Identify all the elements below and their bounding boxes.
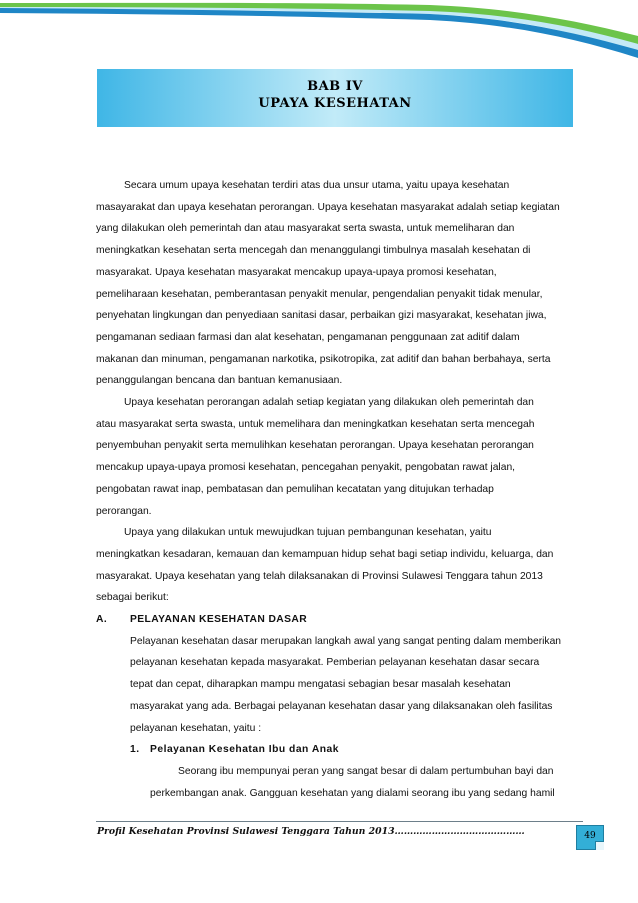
text-line: penyembuhan penyakit serta memulihkan kesehatan perorangan. Upaya kesehatan perorangan xyxy=(96,440,534,452)
chapter-banner xyxy=(97,69,573,127)
body-text xyxy=(96,175,576,804)
subsection-marker: 1. xyxy=(130,744,140,756)
paragraph-tujuan xyxy=(96,522,576,609)
text-line: meningkatkan kesehatan serta mencegah dan menanggulangi timbulnya masalah kesehatan di xyxy=(96,245,531,257)
text-line: masyarakat. Upaya kesehatan yang telah dilaksanakan di Provinsi Sulawesi Tenggara tahun 2013 xyxy=(96,570,543,582)
text-line: perorangan. xyxy=(96,505,152,517)
page-number: 49 xyxy=(584,831,596,841)
page-number-box xyxy=(576,825,604,850)
text-line: sebagai berikut: xyxy=(96,592,169,604)
section-a-paragraph xyxy=(96,631,576,740)
section-heading-a xyxy=(96,609,576,631)
text-line: penanggulangan bencana dan bantuan kemanusiaan. xyxy=(96,375,343,387)
text-line: pengamanan sediaan farmasi dan alat kesehatan, pengamanan penggunaan zat aditif dalam xyxy=(96,331,520,343)
text-line: Upaya kesehatan perorangan adalah setiap kegiatan yang dilakukan oleh pemerintah dan xyxy=(124,397,534,409)
text-line: masyarakat yang ada. Berbagai pelayanan kesehatan dasar yang dilaksanakan oleh fasilitas xyxy=(130,700,553,712)
paragraph-perorangan xyxy=(96,392,576,522)
text-line: yang dilakukan oleh pemerintah dan atau masyarakat serta swasta, untuk memeliharan dan xyxy=(96,223,515,235)
chapter-number: BAB IV xyxy=(307,79,363,94)
text-line: makanan dan minuman, pengamanan narkotika, psikotropika, zat aditif dan bahan berbahaya, serta xyxy=(96,353,551,365)
paragraph-intro xyxy=(96,175,576,392)
section-marker: A. xyxy=(96,614,108,626)
text-line: tepat dan cepat, diharapkan mampu mengatasi sebagian besar masalah kesehatan xyxy=(130,679,511,691)
text-line: Secara umum upaya kesehatan terdiri atas dua unsur utama, yaitu upaya kesehatan xyxy=(124,180,510,191)
text-line: masayarakat dan upaya kesehatan perorangan. Upaya kesehatan masyarakat adalah setiap kegiatan xyxy=(96,201,560,213)
text-line: perkembangan anak. Gangguan kesehatan yang dialami seorang ibu yang sedang hamil xyxy=(150,787,555,799)
text-line: masyarakat. Upaya kesehatan masyarakat mencakup upaya-upaya promosi kesehatan, xyxy=(96,266,497,278)
text-line: pemeliharaan kesehatan, pemberantasan penyakit menular, pengendalian penyakit tidak menular, xyxy=(96,288,543,300)
text-line: Upaya yang dilakukan untuk mewujudkan tujuan pembangunan kesehatan, yaitu xyxy=(124,527,492,539)
subsection-1-paragraph xyxy=(96,761,576,804)
text-line: pelayanan kesehatan, yaitu : xyxy=(130,722,262,734)
page-corner-fold xyxy=(595,841,604,850)
header-swoosh-decoration xyxy=(0,0,638,70)
text-line: pelayanan kesehatan kepada masyarakat. Pemberian pelayanan kesehatan dasar secara xyxy=(130,657,540,669)
subsection-title: Pelayanan Kesehatan Ibu dan Anak xyxy=(150,744,340,756)
text-line: atau masyarakat serta swasta, untuk memelihara dan meningkatkan kesehatan serta mencegah xyxy=(96,418,535,430)
footer-title: Profil Kesehatan Provinsi Sulawesi Tenggara Tahun 2013…………………………………… xyxy=(97,826,525,837)
text-line: Pelayanan kesehatan dasar merupakan langkah awal yang sangat penting dalam memberikan xyxy=(130,635,562,647)
chapter-title: UPAYA KESEHATAN xyxy=(258,96,412,111)
section-title: PELAYANAN KESEHATAN DASAR xyxy=(130,614,308,626)
text-line: mencakup upaya-upaya promosi kesehatan, pencegahan penyakit, pengobatan rawat jalan, xyxy=(96,462,516,474)
subsection-heading-1 xyxy=(96,739,576,761)
text-line: Seorang ibu mempunyai peran yang sangat besar di dalam pertumbuhan bayi dan xyxy=(178,765,554,777)
text-line: pengobatan rawat inap, pembatasan dan pemulihan kecatatan yang ditujukan terhadap xyxy=(96,483,494,495)
text-line: meningkatkan kesadaran, kemauan dan kemampuan hidup sehat bagi setiap individu, keluarga, dan xyxy=(96,548,554,560)
footer-rule xyxy=(96,821,583,822)
text-line: penyehatan lingkungan dan penyediaan sanitasi dasar, perbaikan gizi masyarakat, kesehatan jiwa, xyxy=(96,310,547,322)
